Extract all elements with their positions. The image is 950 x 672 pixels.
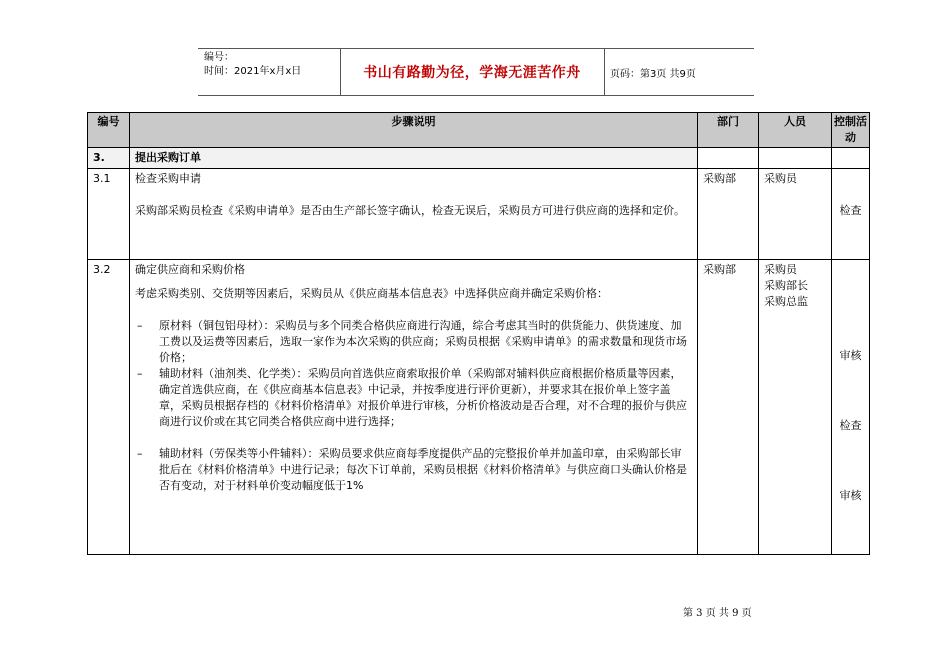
row-person xyxy=(759,260,832,555)
document-number-label: 编号： xyxy=(204,52,234,63)
table-row xyxy=(88,169,870,260)
header-control: 控制活动 xyxy=(832,113,870,148)
document-time-label: 时间：2021年x月x日 xyxy=(204,66,302,77)
row-department: 采购部 xyxy=(698,260,759,555)
section-number: 3. xyxy=(88,148,130,169)
row-control xyxy=(832,169,870,260)
header-meta xyxy=(204,51,301,79)
row-number: 3.1 xyxy=(88,169,130,260)
table-row xyxy=(88,260,870,555)
control-activity: 检查 xyxy=(839,419,862,432)
section-control-cell xyxy=(832,148,870,169)
section-title: 提出采购订单 xyxy=(130,148,698,169)
control-activity: 审核 xyxy=(839,489,862,502)
person-name: 采购部长 xyxy=(764,279,808,292)
step-intro: 考虑采购类别、交货期等因素后，采购员从《供应商基本信息表》中选择供应商并确定采购价格： xyxy=(135,287,608,300)
list-item xyxy=(135,446,692,494)
step-title: 检查采购申请 xyxy=(135,172,201,185)
procedure-table xyxy=(87,112,870,555)
page-header xyxy=(198,48,754,96)
row-description xyxy=(130,169,698,260)
row-person: 采购员 xyxy=(759,169,832,260)
dash-marker: – xyxy=(137,319,143,332)
row-number: 3.2 xyxy=(88,260,130,555)
header-page-number: 页码：第3页 共9页 xyxy=(610,68,696,80)
list-item xyxy=(135,366,692,430)
header-number: 编号 xyxy=(88,113,130,148)
list-item-text: 原材料（铜包铝母材）：采购员与多个同类合格供应商进行沟通，综合考虑其当时的供货能力、供货速度、加工费以及运费等因素后，选取一家作为本次采购的供应商；采购员根据《采购申请单》的需求数量和现货市场价格； xyxy=(159,319,687,364)
header-divider xyxy=(604,48,605,96)
control-activity: 检查 xyxy=(839,204,862,217)
list-item xyxy=(135,318,692,366)
step-content xyxy=(135,262,692,552)
person-name: 采购员 xyxy=(764,263,797,276)
step-title: 确定供应商和采购价格 xyxy=(135,263,245,276)
section-person-cell xyxy=(759,148,832,169)
dash-marker: – xyxy=(137,447,143,460)
section-row xyxy=(88,148,870,169)
control-activity: 审核 xyxy=(839,349,862,362)
table-header-row xyxy=(88,113,870,148)
list-item-text: 辅助材料（劳保类等小件辅料）：采购员要求供应商每季度提供产品的完整报价单并加盖印章，由采购部长审批后在《材料价格清单》中进行记录；每次下订单前，采购员根据《材料价格清单》与供应商口头确认价格是否有变动，对于材料单价变动幅度低于1% xyxy=(159,447,687,492)
person-name: 采购总监 xyxy=(764,295,808,308)
row-description xyxy=(130,260,698,555)
row-control xyxy=(832,260,870,555)
header-motto: 书山有路勤为径，学海无涯苦作舟 xyxy=(363,65,581,81)
header-department: 部门 xyxy=(698,113,759,148)
header-person: 人员 xyxy=(759,113,832,148)
row-department: 采购部 xyxy=(698,169,759,260)
page-footer: 第 3 页 共 9 页 xyxy=(683,608,752,619)
section-dept-cell xyxy=(698,148,759,169)
step-body: 采购部采购员检查《采购申请单》是否由生产部长签字确认，检查无误后，采购员方可进行供应商的选择和定价。 xyxy=(135,204,685,217)
list-item-text: 辅助材料（油剂类、化学类）：采购员向首选供应商索取报价单（采购部对辅料供应商根据价格质量等因素，确定首选供应商，在《供应商基本信息表》中记录，并按季度进行评价更新），并要求其在报价单上签字盖章，采购员根据存档的《材料价格清单》对报价单进行审核，分析价格波动是否合理，对不合理的报价与供应商进行议价或在其它同类合格供应商中进行选择； xyxy=(159,367,687,428)
header-description: 步骤说明 xyxy=(130,113,698,148)
dash-marker: – xyxy=(137,367,143,380)
